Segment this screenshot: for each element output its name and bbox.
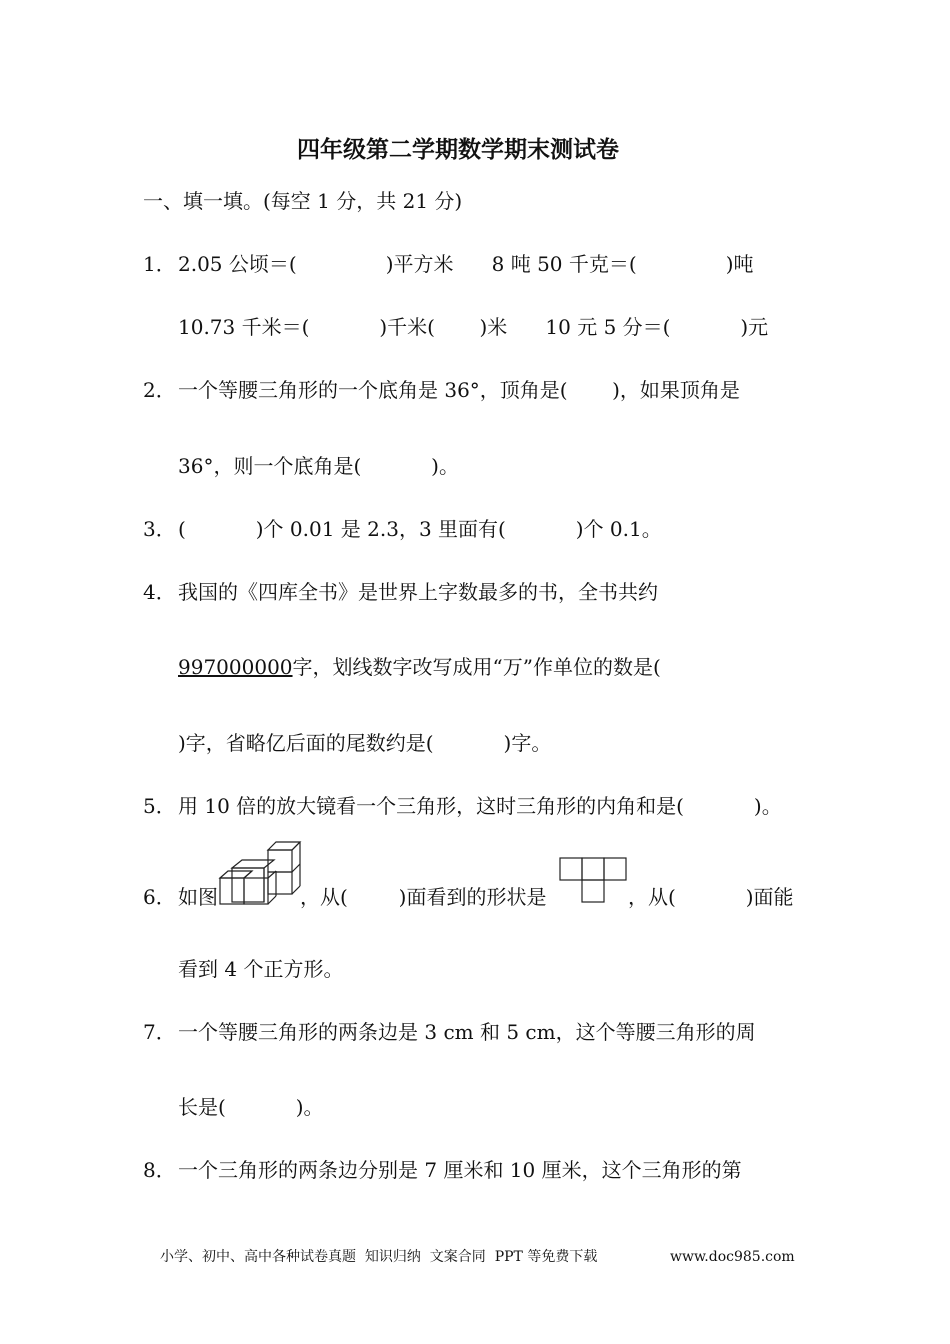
question-6-text-c: ，从( )面能: [628, 885, 794, 909]
question-1-line-2: 10.73 千米＝( )千米( )米 10 元 5 分＝( )元: [178, 315, 769, 339]
question-1-line-1: 2.05 公顷＝( )平方米 8 吨 50 千克＝( )吨: [178, 252, 754, 276]
question-3-line-1: ( )个 0.01 是 2.3，3 里面有( )个 0.1。: [178, 517, 662, 541]
question-number-3: 3．: [143, 517, 176, 541]
question-4-line-1: 我国的《四库全书》是世界上字数最多的书，全书共约: [178, 580, 658, 604]
view-shape-figure: [558, 856, 630, 908]
question-4-line-2: [178, 654, 661, 680]
question-number-7: 7．: [143, 1020, 176, 1044]
cube-stack-figure: [218, 838, 302, 906]
question-8-line-1: 一个三角形的两条边分别是 7 厘米和 10 厘米，这个三角形的第: [178, 1158, 742, 1182]
underlined-number: 997000000: [178, 655, 293, 679]
question-6-text-b: ，从( )面看到的形状是: [300, 885, 547, 909]
question-2-line-1: 一个等腰三角形的一个底角是 36°，顶角是( )，如果顶角是: [178, 378, 740, 402]
question-4-line-2-text: 字，划线数字改写成用“万”作单位的数是(: [292, 655, 661, 679]
question-7-line-1: 一个等腰三角形的两条边是 3 cm 和 5 cm，这个等腰三角形的周: [178, 1020, 756, 1044]
question-number-1: 1．: [143, 252, 176, 276]
question-6-line-2: 看到 4 个正方形。: [178, 957, 344, 981]
question-4-line-3: )字，省略亿后面的尾数约是( )字。: [178, 731, 552, 755]
page-title: 四年级第二学期数学期末测试卷: [297, 136, 619, 163]
question-5-line-1: 用 10 倍的放大镜看一个三角形，这时三角形的内角和是( )。: [178, 794, 782, 818]
footer-text: 小学、初中、高中各种试卷真题 知识归纳 文案合同 PPT 等免费下载: [160, 1249, 598, 1265]
question-7-line-2: 长是( )。: [178, 1095, 324, 1119]
question-6-text-a: 如图: [178, 885, 218, 909]
question-number-5: 5．: [143, 794, 176, 818]
section-header: 一、填一填。(每空 1 分，共 21 分): [143, 189, 463, 213]
footer-url[interactable]: www.doc985.com: [670, 1249, 795, 1265]
question-number-8: 8．: [143, 1158, 176, 1182]
question-2-line-2: 36°，则一个底角是( )。: [178, 454, 459, 478]
question-number-4: 4．: [143, 580, 176, 604]
question-number-6: 6．: [143, 885, 176, 909]
question-number-2: 2．: [143, 378, 176, 402]
